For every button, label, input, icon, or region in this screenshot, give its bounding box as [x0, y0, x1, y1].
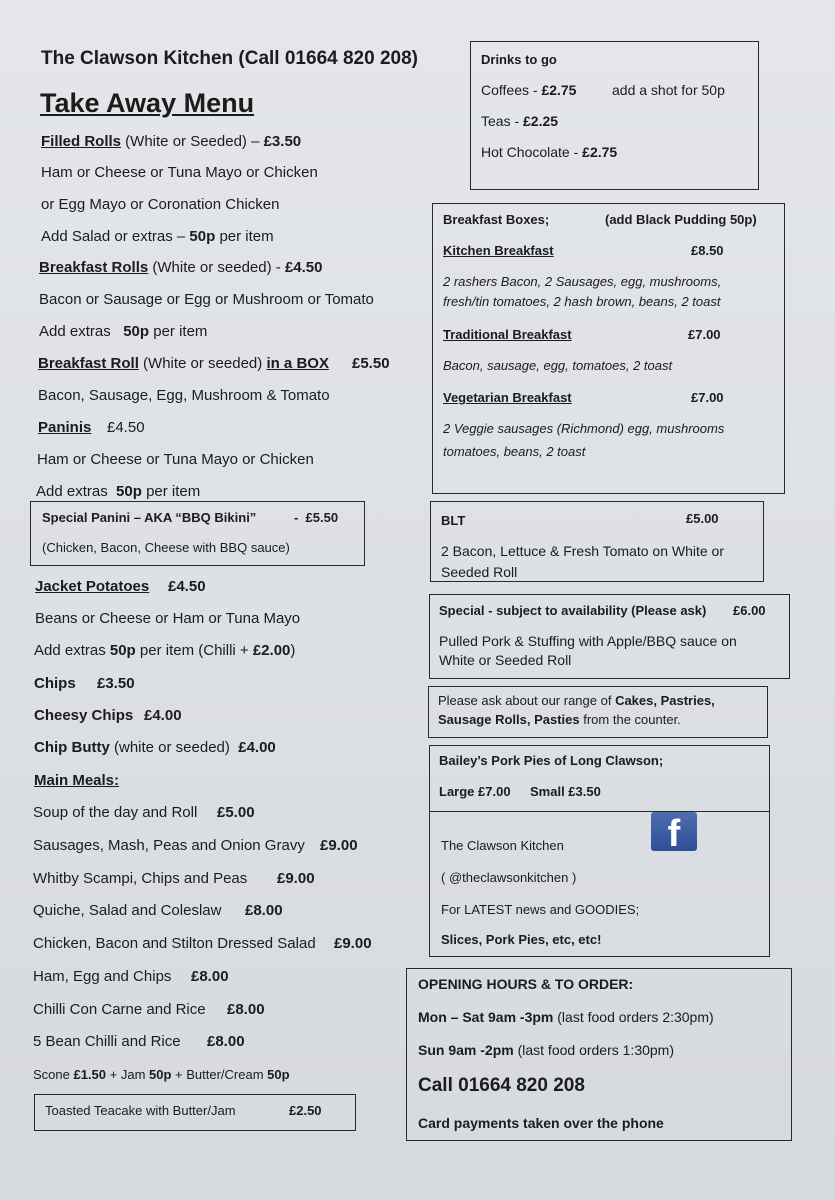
- meal-name: 5 Bean Chilli and Rice: [33, 1033, 181, 1050]
- drinks-box: [470, 41, 759, 190]
- vegetarian-breakfast-name: Vegetarian Breakfast: [443, 390, 572, 405]
- jacket-potatoes-price: £4.50: [168, 578, 206, 595]
- breakfast-rolls-heading: Breakfast Rolls (White or seeded) - £4.50: [39, 259, 323, 276]
- kitchen-breakfast-name: Kitchen Breakfast: [443, 243, 554, 258]
- facebook-name: The Clawson Kitchen: [441, 838, 564, 853]
- breakfast-box-roll-heading: Breakfast Roll (White or seeded) in a BOX: [38, 355, 329, 372]
- sun-hours: Sun 9am -2pm (last food orders 1:30pm): [418, 1042, 674, 1058]
- cakes-line1: Please ask about our range of Cakes, Pastries,: [438, 693, 715, 708]
- breakfast-rolls-extras: Add extras 50p per item: [39, 323, 208, 340]
- filled-rolls-line2: or Egg Mayo or Coronation Chicken: [41, 196, 280, 213]
- black-pudding-note: (add Black Pudding 50p): [605, 212, 757, 227]
- paninis-price: £4.50: [107, 419, 145, 436]
- facebook-news: For LATEST news and GOODIES;: [441, 902, 640, 917]
- blt-name: BLT: [441, 513, 466, 528]
- chip-butty-line: Chip Butty (white or seeded) £4.00: [34, 739, 276, 756]
- kitchen-breakfast-price: £8.50: [691, 243, 724, 258]
- facebook-slices: Slices, Pork Pies, etc, etc!: [441, 932, 602, 947]
- meal-name: Quiche, Salad and Coleslaw: [33, 902, 222, 919]
- pork-pies-box: [429, 745, 770, 812]
- teas-line: Teas - £2.25: [481, 113, 559, 129]
- kitchen-breakfast-line2: fresh/tin tomatoes, 2 hash brown, beans, 2 toast: [443, 294, 721, 309]
- traditional-breakfast-price: £7.00: [688, 327, 721, 342]
- blt-box: [430, 501, 764, 582]
- pork-pies-small: Small £3.50: [530, 784, 601, 799]
- teacake-box: [34, 1094, 356, 1131]
- meal-name: Soup of the day and Roll: [33, 804, 198, 821]
- call-number: Call 01664 820 208: [418, 1075, 585, 1096]
- main-meals-heading: Main Meals:: [34, 772, 120, 789]
- pork-pies-large: Large £7.00: [439, 784, 511, 799]
- blt-line1: 2 Bacon, Lettuce & Fresh Tomato on White or: [441, 543, 725, 559]
- teacake-name: Toasted Teacake with Butter/Jam: [45, 1103, 236, 1118]
- filled-rolls-extras: Add Salad or extras – 50p per item: [41, 228, 274, 245]
- meal-price: £8.00: [227, 1001, 265, 1018]
- special-line2: White or Seeded Roll: [439, 652, 572, 668]
- special-line1: Pulled Pork & Stuffing with Apple/BBQ sauce on: [439, 633, 737, 649]
- special-price: £6.00: [733, 603, 766, 618]
- coffee-line: Coffees - £2.75: [481, 82, 577, 98]
- jacket-potatoes-extras: Add extras 50p per item (Chilli + £2.00): [34, 642, 296, 659]
- pork-pies-title: Bailey’s Pork Pies of Long Clawson;: [439, 753, 664, 768]
- scone-line: Scone £1.50 + Jam 50p + Butter/Cream 50p: [33, 1067, 290, 1082]
- cakes-box: [428, 686, 768, 738]
- hot-chocolate-line: Hot Chocolate - £2.75: [481, 144, 618, 160]
- paninis-heading: Paninis: [38, 419, 92, 436]
- meal-price: £9.00: [277, 870, 315, 887]
- chips-price: £3.50: [97, 675, 135, 692]
- facebook-box: [429, 811, 770, 957]
- meal-price: £8.00: [245, 902, 283, 919]
- opening-hours-title: OPENING HOURS & TO ORDER:: [418, 976, 634, 992]
- special-panini-box: [30, 501, 365, 566]
- breakfast-boxes-box: [432, 203, 785, 494]
- breakfast-boxes-title: Breakfast Boxes;: [443, 212, 550, 227]
- jacket-potatoes-line: Beans or Cheese or Ham or Tuna Mayo: [35, 610, 301, 627]
- breakfast-box-roll-price: £5.50: [352, 355, 390, 372]
- special-panini-detail: (Chicken, Bacon, Cheese with BBQ sauce): [42, 540, 290, 555]
- kitchen-breakfast-line1: 2 rashers Bacon, 2 Sausages, egg, mushrooms,: [443, 274, 722, 289]
- meal-name: Sausages, Mash, Peas and Onion Gravy: [33, 837, 305, 854]
- card-payments: Card payments taken over the phone: [418, 1115, 664, 1131]
- paninis-line: Ham or Cheese or Tuna Mayo or Chicken: [37, 451, 314, 468]
- breakfast-box-roll-line: Bacon, Sausage, Egg, Mushroom & Tomato: [38, 387, 330, 404]
- filled-rolls-line1: Ham or Cheese or Tuna Mayo or Chicken: [41, 164, 318, 181]
- meal-price: £9.00: [334, 935, 372, 952]
- vegetarian-breakfast-price: £7.00: [691, 390, 724, 405]
- menu-title: Take Away Menu: [40, 88, 255, 118]
- blt-line2: Seeded Roll: [441, 564, 518, 580]
- traditional-breakfast-line: Bacon, sausage, egg, tomatoes, 2 toast: [443, 358, 673, 373]
- mon-sat-hours: Mon – Sat 9am -3pm (last food orders 2:30pm): [418, 1009, 714, 1025]
- blt-price: £5.00: [686, 511, 719, 526]
- coffee-shot: add a shot for 50p: [612, 82, 725, 98]
- filled-rolls-heading: Filled Rolls (White or Seeded) – £3.50: [41, 133, 302, 150]
- meal-price: £9.00: [320, 837, 358, 854]
- traditional-breakfast-name: Traditional Breakfast: [443, 327, 572, 342]
- vegetarian-breakfast-line1: 2 Veggie sausages (Richmond) egg, mushrooms: [443, 421, 725, 436]
- paninis-extras: Add extras 50p per item: [36, 483, 201, 500]
- chips-name: Chips: [34, 675, 76, 692]
- meal-price: £8.00: [191, 968, 229, 985]
- meal-name: Ham, Egg and Chips: [33, 968, 172, 985]
- breakfast-rolls-line: Bacon or Sausage or Egg or Mushroom or Tomato: [39, 291, 374, 308]
- meal-price: £8.00: [207, 1033, 245, 1050]
- opening-hours-box: [406, 968, 792, 1141]
- vegetarian-breakfast-line2: tomatoes, beans, 2 toast: [443, 444, 586, 459]
- drinks-title: Drinks to go: [481, 52, 557, 67]
- facebook-handle: ( @theclawsonkitchen ): [441, 870, 577, 885]
- cheesy-chips-price: £4.00: [144, 707, 182, 724]
- meal-name: Chilli Con Carne and Rice: [33, 1001, 206, 1018]
- jacket-potatoes-heading: Jacket Potatoes: [35, 578, 150, 595]
- special-title: Special - subject to availability (Please ask): [439, 603, 707, 618]
- facebook-icon[interactable]: f: [651, 812, 697, 851]
- special-panini-name: Special Panini – AKA “BBQ Bikini”: [42, 510, 257, 525]
- meal-price: £5.00: [217, 804, 255, 821]
- meal-name: Chicken, Bacon and Stilton Dressed Salad: [33, 935, 316, 952]
- meal-name: Whitby Scampi, Chips and Peas: [33, 870, 248, 887]
- teacake-price: £2.50: [289, 1103, 322, 1118]
- special-panini-price: - £5.50: [294, 510, 339, 525]
- cakes-line2: Sausage Rolls, Pasties from the counter.: [438, 712, 681, 727]
- cheesy-chips-name: Cheesy Chips: [34, 707, 134, 724]
- restaurant-title: The Clawson Kitchen (Call 01664 820 208): [41, 48, 418, 69]
- special-box: [429, 594, 790, 679]
